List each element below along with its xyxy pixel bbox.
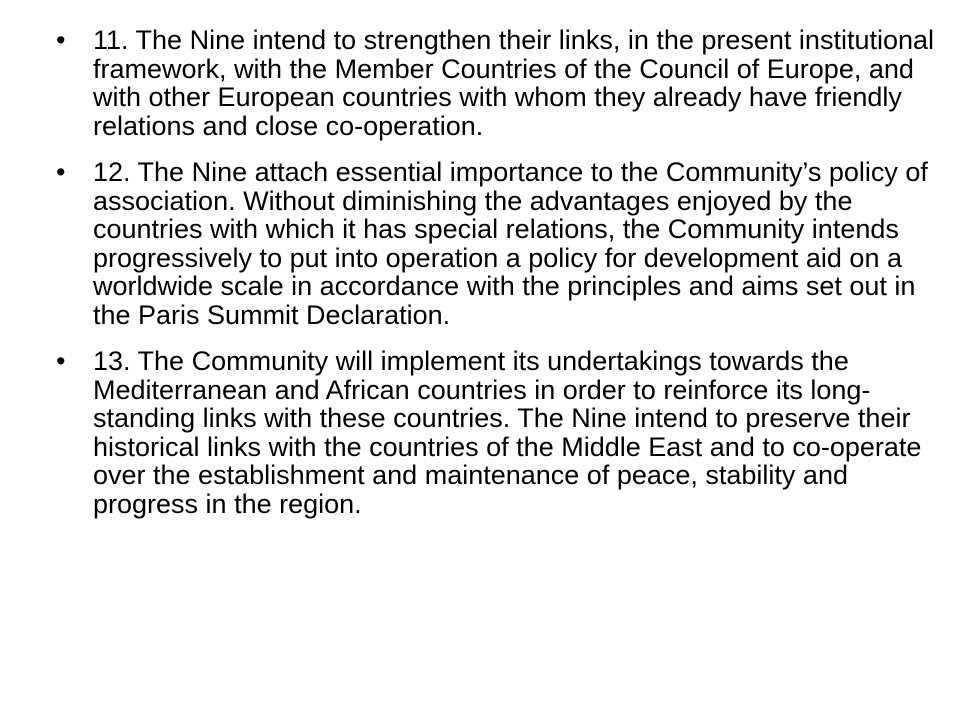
bullet-item-12 <box>56 158 936 329</box>
bullet-item-13 <box>56 347 936 518</box>
bullet-dot-icon: • <box>56 157 66 187</box>
bullet-text: 12. The Nine attach essential importance to the Community’s policy of association. Without diminishing the advantages enjoyed by the countries with which it has special relations, the Community intends progressively to put into operation a policy for development aid on a worldwide scale in accordance with the principles and aims set out in the Paris Summit Declaration. <box>93 157 928 330</box>
bullet-item-11 <box>56 26 936 140</box>
bullet-text: 11. The Nine intend to strengthen their links, in the present institutional framework, with the Member Countries of the Council of Europe, and with other European countries with whom they already have friendly relations and close co-operation. <box>93 25 935 141</box>
bullet-list <box>56 26 936 536</box>
bullet-dot-icon: • <box>56 346 66 376</box>
bullet-text: 13. The Community will implement its undertakings towards the Mediterranean and African countries in order to reinforce its long-standing links with these countries. The Nine intend to preserve their historical links with the countries of the Middle East and to co-operate over the establishment and maintenance of peace, stability and progress in the region. <box>93 346 922 519</box>
bullet-dot-icon: • <box>56 25 66 55</box>
